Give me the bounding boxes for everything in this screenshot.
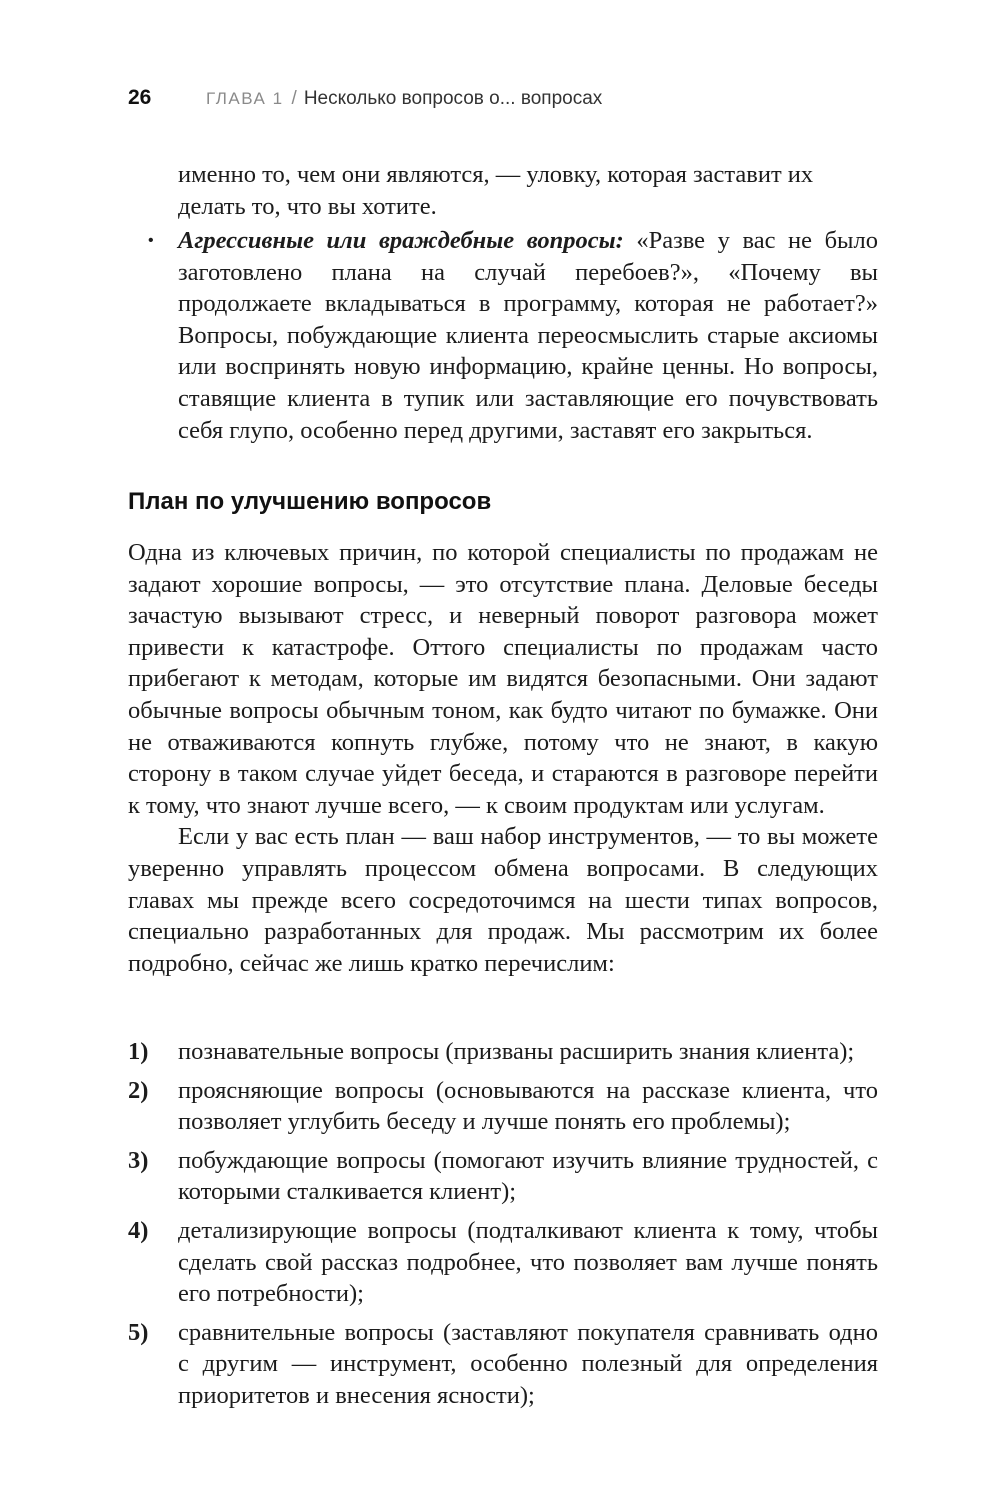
list-item <box>128 1075 878 1138</box>
body-paragraph: Если у вас есть план — ваш набор инструментов, — то вы можете уверенно управлять процессом обмена вопросами. В следующих главах мы прежде всего сосредоточимся на шести типах вопросов, специально разработанных для продаж. Мы рассмотрим их более подробно, сейчас же лишь кратко перечислим: <box>128 823 878 977</box>
continuation-paragraph: именно то, чем они являются, — уловку, которая заставит их делать то, что вы хотите. <box>178 161 814 220</box>
list-number: 4) <box>128 1216 149 1244</box>
question-types-list <box>128 1036 878 1419</box>
list-item-text: проясняющие вопросы (основываются на рассказе клиента, что позволяет углубить беседу и лучше понять его проблемы); <box>178 1076 878 1136</box>
bullet-term: Агрессивные или враждебные вопросы: <box>178 227 624 254</box>
bullet-icon: • <box>148 232 154 249</box>
bullet-item <box>148 225 878 446</box>
header-separator: / <box>291 88 297 109</box>
list-item-text: сравнительные вопросы (заставляют покупателя сравнивать одно с другим — инструмент, особенно полезный для определения приоритетов и внесения ясности); <box>178 1318 878 1409</box>
list-item-text: детализирующие вопросы (подталкивают клиента к тому, чтобы сделать свой рассказ подробнее, что позволяет вам лучше понять его потребности); <box>178 1216 878 1308</box>
section-body <box>128 537 878 979</box>
list-item-text: познавательные вопросы (призваны расширить знания клиента); <box>178 1038 855 1065</box>
continued-bullet-text <box>178 159 878 222</box>
list-item <box>128 1145 878 1208</box>
chapter-title: Несколько вопросов о... вопросах <box>303 88 603 109</box>
list-number: 1) <box>128 1038 149 1065</box>
list-item-text: побуждающие вопросы (помогают изучить влияние трудностей, с которыми сталкивается клиент); <box>178 1146 878 1206</box>
running-header <box>128 86 602 116</box>
body-paragraph: Одна из ключевых причин, по которой специалисты по продажам не задают хорошие вопросы, — это отсутствие плана. Деловые беседы зачастую вызывают стресс, и неверный поворот разговора может привести к катастрофе. Оттого специалисты по продажам часто прибегают к методам, которые им видятся безопасными. Они задают обычные вопросы обычным тоном, как будто читают по бумажке. Они не отваживаются копнуть глубже, потому что не знают, в какую сторону в таком случае уйдет беседа, и стараются в разговоре перейти к тому, что знают лучше всего, — к своим продуктам или услугам. <box>128 539 878 819</box>
page-number: 26 <box>128 86 152 109</box>
list-number: 2) <box>128 1076 149 1104</box>
list-number: 5) <box>128 1318 149 1346</box>
section-heading: План по улучшению вопросов <box>128 488 492 515</box>
bullet-text: «Разве у вас не было заготовлено плана на случай перебоев?», «Почему вы продолжаете вкладываться в программу, которая не работает?» Вопросы, побуждающие клиента переосмыслить старые аксиомы или воспринять новую информацию, крайне ценны. Но вопросы, ставящие клиента в тупик или заставляющие его почувствовать себя глупо, особенно перед другими, заставят его закрыться. <box>178 227 878 444</box>
list-item <box>128 1317 878 1412</box>
list-number: 3) <box>128 1146 149 1174</box>
bullet-paragraph <box>178 225 878 446</box>
chapter-label: ГЛАВА 1 <box>206 89 284 108</box>
list-item <box>128 1036 878 1068</box>
list-item <box>128 1215 878 1310</box>
